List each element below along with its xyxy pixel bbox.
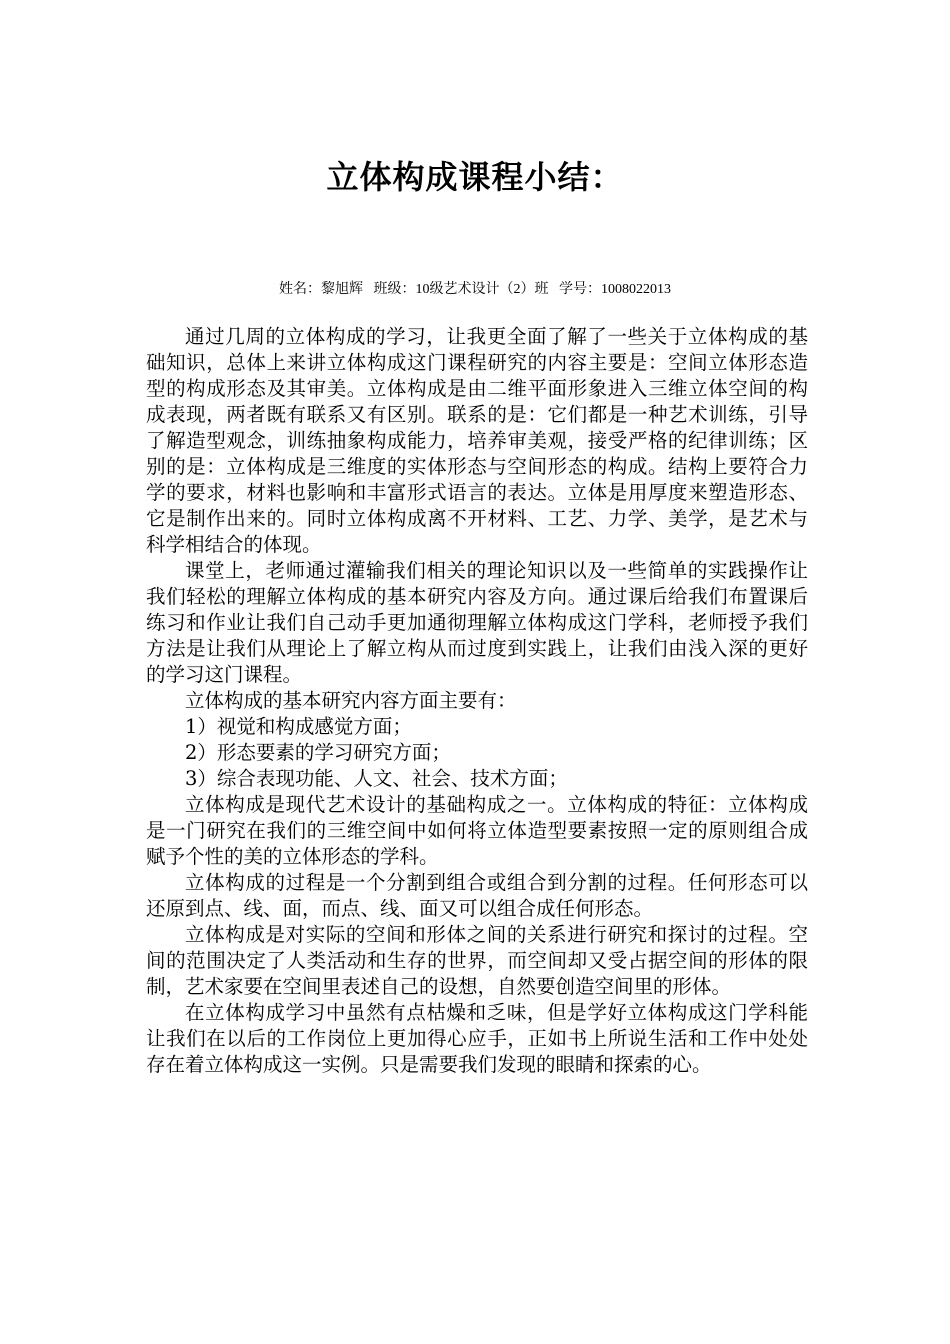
page-title: 立体构成课程小结： <box>326 158 624 196</box>
list-item: 3）综合表现功能、人文、社会、技术方面； <box>185 767 568 790</box>
author-student-id: 学号：1008022013 <box>559 282 671 297</box>
paragraph: 立体构成的基本研究内容方面主要有： <box>185 689 517 712</box>
list-item: 1）视觉和构成感觉方面； <box>185 715 412 738</box>
paragraph: 在立体构成学习中虽然有点枯燥和乏味，但是学好立体构成这门学科能让我们在以后的工作岗位上更加得心应手，正如书上所说生活和工作中处处存在着立体构成这一实例。只是需要我们发现的眼睛和探索的心。 <box>146 1001 808 1076</box>
paragraph: 立体构成是对实际的空间和形体之间的关系进行研究和探讨的过程。空间的范围决定了人类活动和生存的世界，而空间却又受占据空间的形体的限制，艺术家要在空间里表述自己的设想，自然要创造空间里的形体。 <box>146 923 808 998</box>
paragraph: 立体构成的过程是一个分割到组合或组合到分割的过程。任何形态可以还原到点、线、面，而点、线、面又可以组合成任何形态。 <box>146 871 808 920</box>
author-class: 班级：10级艺术设计（2）班 <box>373 282 549 297</box>
paragraph: 通过几周的立体构成的学习，让我更全面了解了一些关于立体构成的基础知识，总体上来讲立体构成这门课程研究的内容主要是：空间立体形态造型的构成形态及其审美。立体构成是由二维平面形象进入三维立体空间的构成表现，两者既有联系又有区别。联系的是：它们都是一种艺术训练，引导了解造型观念，训练抽象构成能力，培养审美观，接受严格的纪律训练；区别的是：立体构成是三维度的实体形态与空间形态的构成。结构上要符合力学的要求，材料也影响和丰富形式语言的表达。立体是用厚度来塑造形态、它是制作出来的。同时立体构成离不开材料、工艺、力学、美学，是艺术与科学相结合的体现。 <box>146 325 808 556</box>
paragraph: 立体构成是现代艺术设计的基础构成之一。立体构成的特征：立体构成是一门研究在我们的三维空间中如何将立体造型要素按照一定的原则组合成赋予个性的美的立体形态的学科。 <box>146 793 808 868</box>
author-name: 姓名：黎旭辉 <box>279 282 363 297</box>
document-body <box>146 324 808 1078</box>
list-item: 2）形态要素的学习研究方面； <box>185 741 451 764</box>
paragraph: 课堂上，老师通过灌输我们相关的理论知识以及一些简单的实践操作让我们轻松的理解立体构成的基本研究内容及方向。通过课后给我们布置课后练习和作业让我们自己动手更加通彻理解立体构成这门学科，老师授予我们方法是让我们从理论上了解立构从而过度到实践上，让我们由浅入深的更好的学习这门课程。 <box>146 559 808 686</box>
author-byline <box>0 280 950 300</box>
